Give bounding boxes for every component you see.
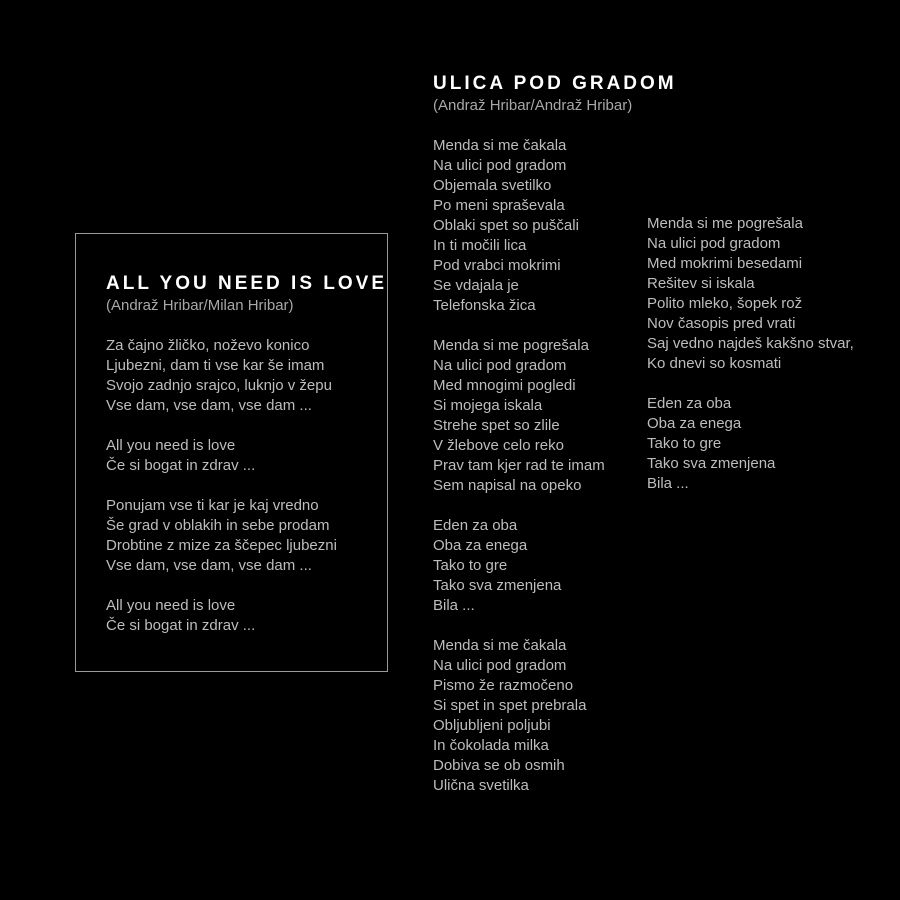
song-title: ALL YOU NEED IS LOVE bbox=[106, 273, 388, 294]
lyric-line: Po meni spraševala bbox=[433, 197, 565, 214]
lyric-line: Med mnogimi pogledi bbox=[433, 377, 576, 394]
lyric-line: Ko dnevi so kosmati bbox=[647, 355, 782, 372]
lyric-line: Obljubljeni poljubi bbox=[433, 717, 551, 734]
lyric-line: Drobtine z mize za ščepec ljubezni bbox=[106, 537, 337, 554]
lyric-line: Nov časopis pred vrati bbox=[647, 315, 796, 332]
lyric-line: Svojo zadnjo srajco, luknjo v žepu bbox=[106, 377, 332, 394]
lyric-line: Tako to gre bbox=[433, 557, 508, 574]
lyric-line: Se vdajala je bbox=[433, 277, 519, 294]
lyric-line: Oblaki spet so puščali bbox=[433, 217, 579, 234]
lyric-line: Bila ... bbox=[647, 475, 689, 492]
lyric-line: Strehe spet so zlile bbox=[433, 417, 560, 434]
lyric-line: Prav tam kjer rad te imam bbox=[433, 457, 605, 474]
lyric-line: Rešitev si iskala bbox=[647, 275, 755, 292]
stanza bbox=[433, 636, 643, 796]
lyric-line: Na ulici pod gradom bbox=[433, 157, 567, 174]
lyric-line: Oba za enega bbox=[647, 415, 742, 432]
song-credit: (Andraž Hribar/Milan Hribar) bbox=[106, 297, 294, 314]
lyric-line: Tako to gre bbox=[647, 435, 722, 452]
lyric-line: Bila ... bbox=[433, 597, 475, 614]
lyric-line: All you need is love bbox=[106, 597, 236, 614]
song-title: ULICA POD GRADOM bbox=[433, 73, 677, 94]
lyric-line: Polito mleko, šopek rož bbox=[647, 295, 803, 312]
song-credit: (Andraž Hribar/Andraž Hribar) bbox=[433, 97, 633, 114]
song-ulica-pod-gradom bbox=[433, 72, 677, 796]
lyric-line: Na ulici pod gradom bbox=[433, 657, 567, 674]
stanza bbox=[106, 336, 376, 416]
lyric-line: Objemala svetilko bbox=[433, 177, 552, 194]
stanza bbox=[106, 596, 376, 636]
lyric-line: Tako sva zmenjena bbox=[433, 577, 562, 594]
lyric-line: In ti močili lica bbox=[433, 237, 527, 254]
lyric-line: Ljubezni, dam ti vse kar še imam bbox=[106, 357, 325, 374]
lyric-line: Menda si me pogrešala bbox=[647, 215, 803, 232]
lyric-line: In čokolada milka bbox=[433, 737, 549, 754]
lyrics-column-1 bbox=[433, 136, 643, 796]
lyric-line: Menda si me čakala bbox=[433, 637, 567, 654]
stanza bbox=[433, 336, 643, 496]
lyric-line: Oba za enega bbox=[433, 537, 528, 554]
lyric-line: Pismo že razmočeno bbox=[433, 677, 574, 694]
lyric-line: Menda si me čakala bbox=[433, 137, 567, 154]
lyric-line: Za čajno žličko, noževo konico bbox=[106, 337, 310, 354]
stanza bbox=[433, 516, 643, 616]
lyric-line: Če si bogat in zdrav ... bbox=[106, 617, 256, 634]
lyric-line: Eden za oba bbox=[433, 517, 518, 534]
lyric-line: All you need is love bbox=[106, 437, 236, 454]
lyrics bbox=[106, 336, 376, 636]
stanza bbox=[106, 436, 376, 476]
lyric-line: Ponujam vse ti kar je kaj vredno bbox=[106, 497, 319, 514]
lyric-line: Menda si me pogrešala bbox=[433, 337, 589, 354]
lyric-line: Med mokrimi besedami bbox=[647, 255, 803, 272]
lyric-line: Še grad v oblakih in sebe prodam bbox=[106, 517, 330, 534]
lyric-line: Tako sva zmenjena bbox=[647, 455, 776, 472]
stanza bbox=[647, 394, 887, 494]
lyric-line: Telefonska žica bbox=[433, 297, 536, 314]
lyric-line: Če si bogat in zdrav ... bbox=[106, 457, 256, 474]
lyric-line: Si mojega iskala bbox=[433, 397, 543, 414]
stanza bbox=[647, 214, 887, 374]
lyric-line: Dobiva se ob osmih bbox=[433, 757, 565, 774]
lyrics-column-2 bbox=[647, 214, 887, 494]
stanza bbox=[106, 496, 376, 576]
lyric-line: Eden za oba bbox=[647, 395, 732, 412]
stanza bbox=[433, 136, 643, 316]
song-all-you-need-is-love bbox=[106, 272, 388, 636]
lyric-line: Sem napisal na opeko bbox=[433, 477, 582, 494]
lyric-line: Saj vedno najdeš kakšno stvar, bbox=[647, 335, 854, 352]
lyric-line: Pod vrabci mokrimi bbox=[433, 257, 561, 274]
lyric-line: Na ulici pod gradom bbox=[647, 235, 781, 252]
lyric-line: Si spet in spet prebrala bbox=[433, 697, 587, 714]
lyric-line: Vse dam, vse dam, vse dam ... bbox=[106, 557, 312, 574]
lyric-line: Vse dam, vse dam, vse dam ... bbox=[106, 397, 312, 414]
lyric-line: V žlebove celo reko bbox=[433, 437, 564, 454]
lyric-line: Na ulici pod gradom bbox=[433, 357, 567, 374]
lyric-line: Ulična svetilka bbox=[433, 777, 529, 794]
